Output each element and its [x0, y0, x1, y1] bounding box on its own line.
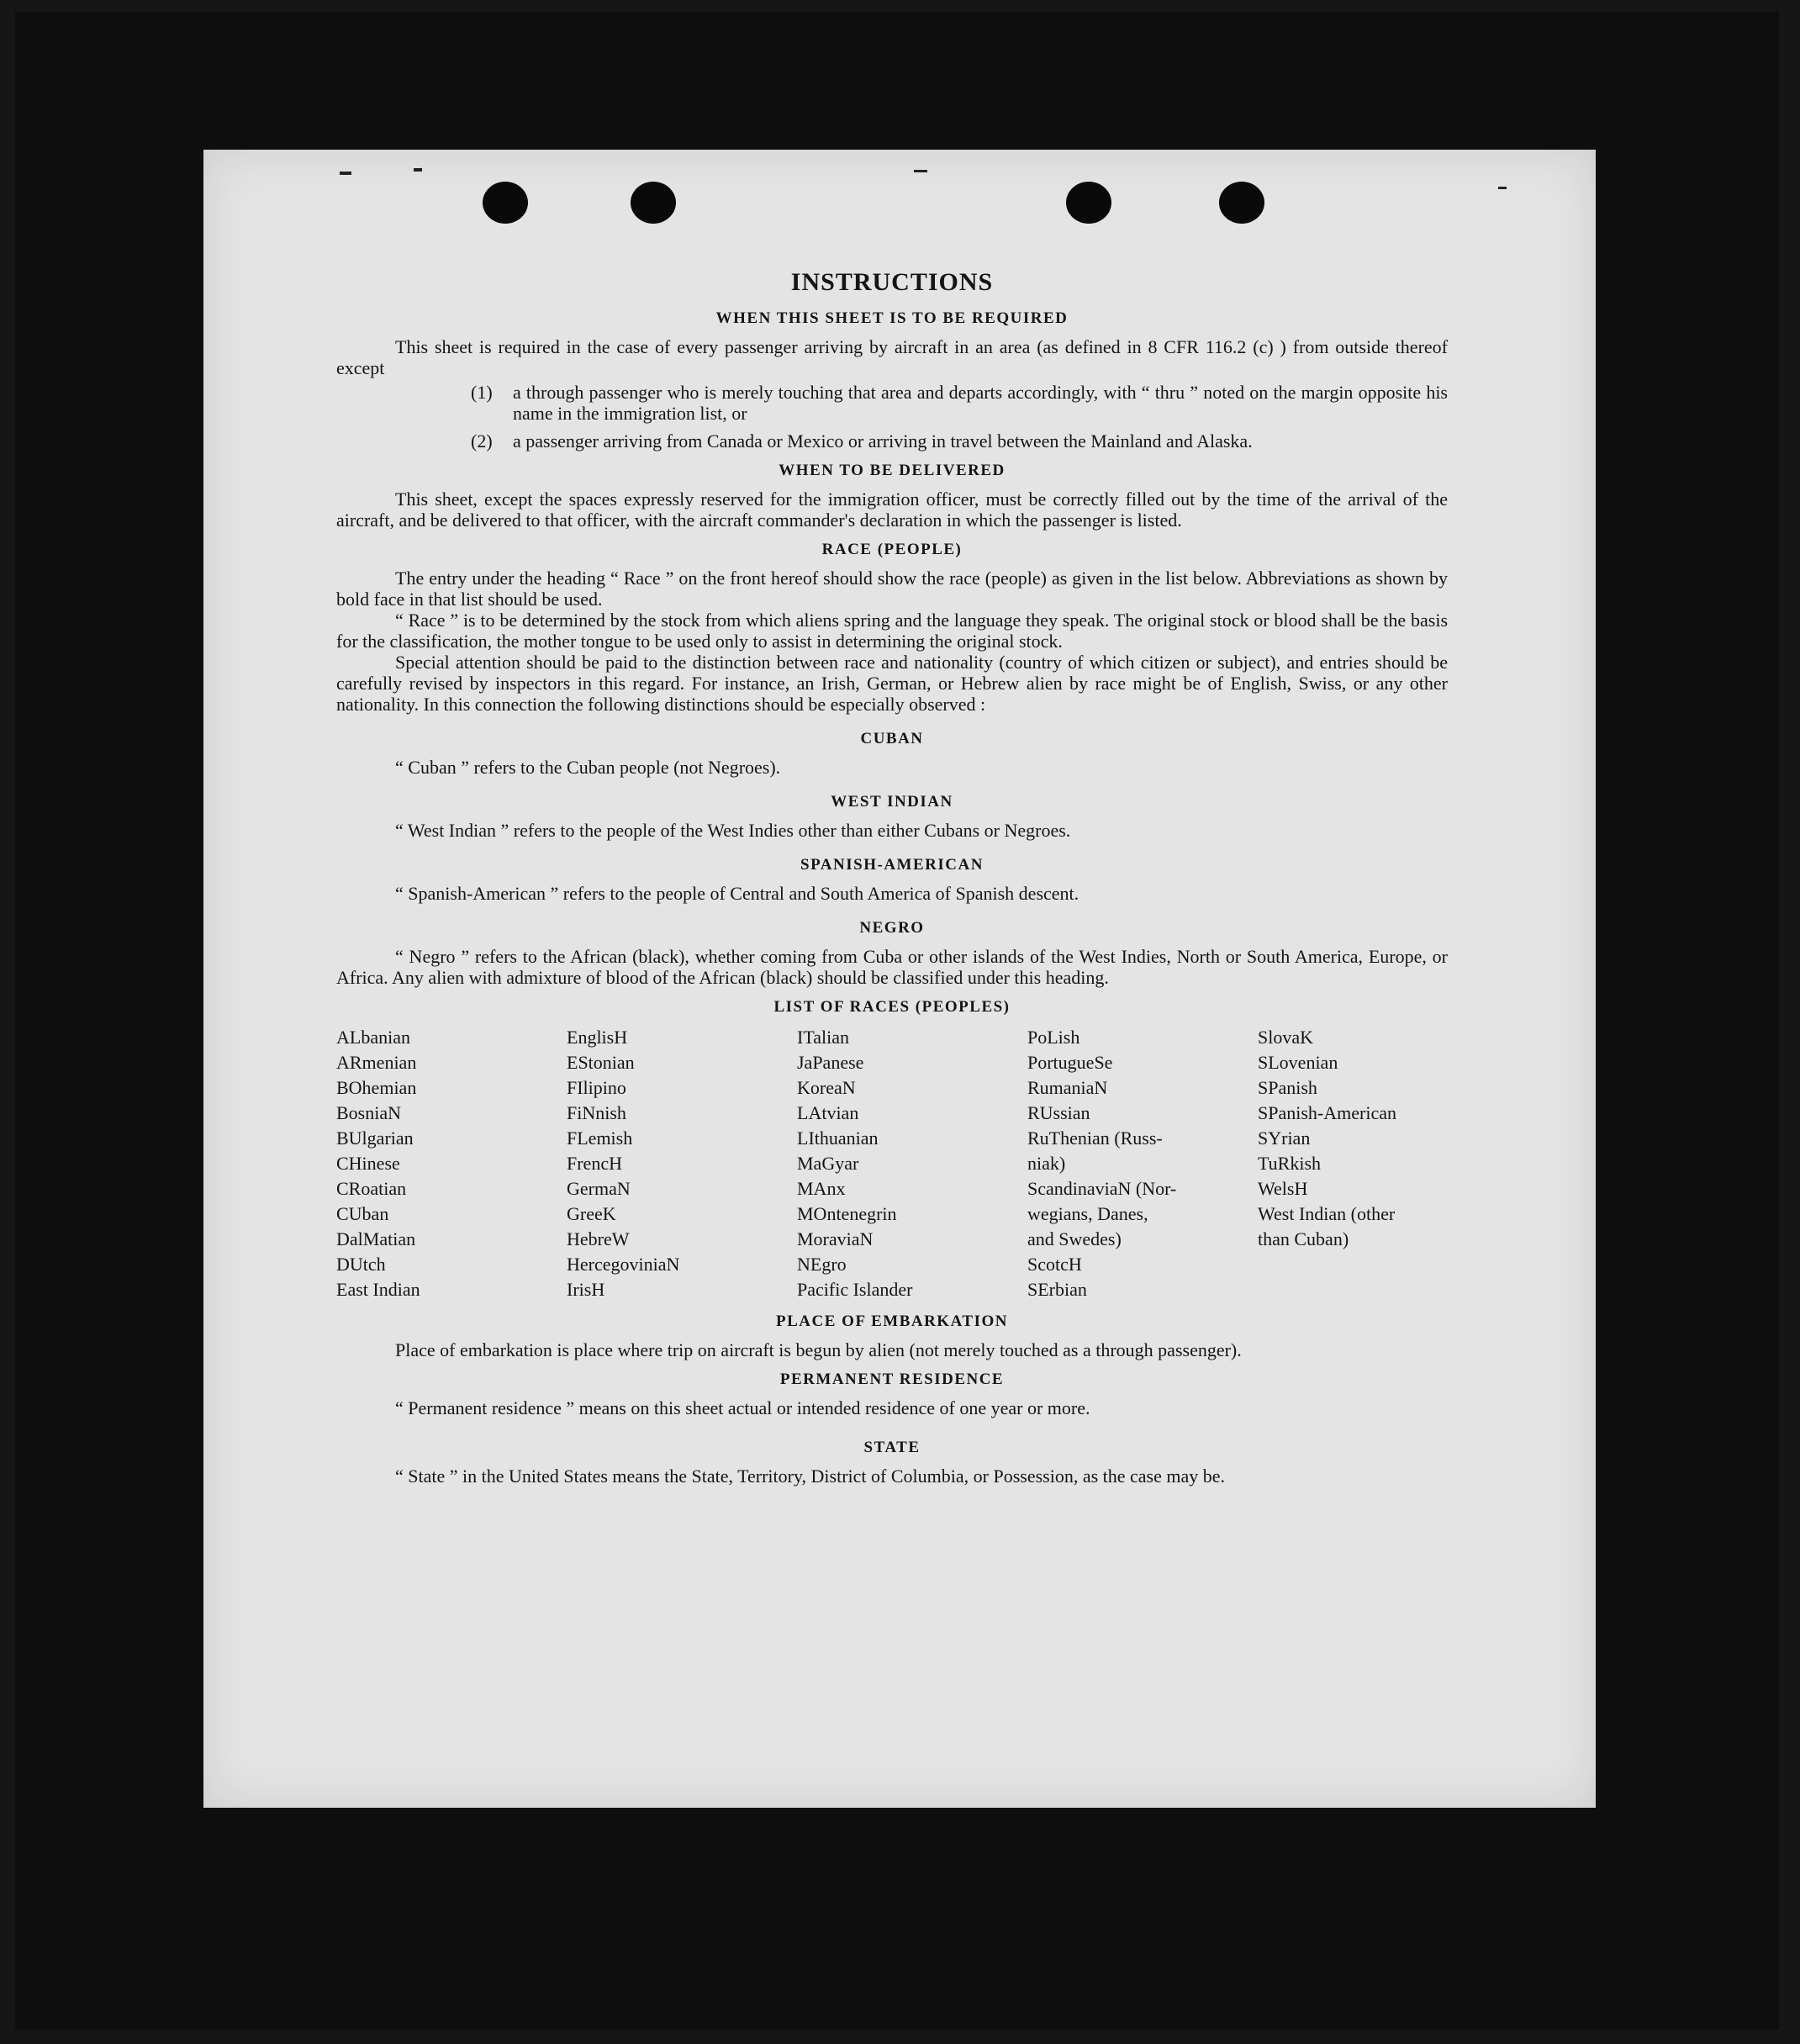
race-item: East Indian [336, 1279, 420, 1300]
race-item: LIthuanian [797, 1128, 879, 1149]
races-column [1258, 1025, 1468, 1302]
exception-number: (2) [471, 430, 493, 452]
section-paragraph: This sheet is required in the case of every passenger arriving by aircraft in an area (as defined in 8 CFR 116.2 (c) ) from outside thereof except [336, 336, 1448, 378]
section-heading-race: RACE (PEOPLE) [821, 541, 963, 558]
race-item: CRoatian [336, 1178, 407, 1199]
race-item: BUlgarian [336, 1128, 414, 1149]
race-item: ALbanian [336, 1027, 410, 1048]
races-column [797, 1025, 1027, 1302]
race-item: IrisH [567, 1279, 605, 1300]
section-paragraph: “ State ” in the United States means the State, Territory, District of Columbia, or Possession, as the case may be. [395, 1466, 1226, 1487]
punch-hole [631, 182, 676, 224]
race-item: HercegoviniaN [567, 1254, 680, 1275]
instructions-content [336, 266, 1448, 1487]
races-column [567, 1025, 797, 1302]
section-paragraph: “ Race ” is to be determined by the stock from which aliens spring and the language they speak. The original stock or blood shall be the basis for the classification, the mother tongue to be used only to assist in determining the original stock. [336, 610, 1448, 652]
race-item: MaGyar [797, 1153, 859, 1174]
exception-number: (1) [471, 382, 493, 403]
page-title: INSTRUCTIONS [790, 268, 994, 296]
race-item: ScandinaviaN (Nor- wegians, Danes, and Swedes) [1027, 1178, 1177, 1249]
races-list [336, 1025, 1448, 1302]
exception-item [336, 382, 1448, 424]
scan-speck [340, 172, 351, 175]
section-paragraph: The entry under the heading “ Race ” on the front hereof should show the race (people) as given in the list below. Abbreviations as shown by bold face in that list should be used. [336, 568, 1448, 610]
race-item: BosniaN [336, 1102, 401, 1123]
race-item: FIlipino [567, 1077, 626, 1098]
race-item: LAtvian [797, 1102, 859, 1123]
races-heading: LIST OF RACES (PEOPLES) [773, 998, 1011, 1016]
race-item: SLovenian [1258, 1052, 1338, 1073]
scan-speck [414, 168, 422, 172]
race-item: RUssian [1027, 1102, 1090, 1123]
section-paragraph: “ Cuban ” refers to the Cuban people (not Negroes). [395, 757, 781, 778]
section-paragraph: This sheet, except the spaces expressly reserved for the immigration officer, must be correctly filled out by the time of the arrival of the aircraft, and be delivered to that officer, with the aircraft commander's declaration in which the passenger is listed. [336, 489, 1448, 531]
races-column [336, 1025, 567, 1302]
scan-speck [914, 170, 927, 172]
section-heading-cuban: CUBAN [860, 730, 924, 747]
section-paragraph: “ Negro ” refers to the African (black), whether coming from Cuba or other islands of the West Indies, North or South America, Europe, or Africa. Any alien with admixture of blood of the African (black) should be classified under this heading. [336, 946, 1448, 988]
section-heading-west-indian: WEST INDIAN [831, 793, 953, 811]
race-item: West Indian (other than Cuban) [1258, 1203, 1396, 1249]
punch-hole [483, 182, 528, 224]
race-item: SErbian [1027, 1279, 1087, 1300]
exception-text: a passenger arriving from Canada or Mexico or arriving in travel between the Mainland and Alaska. [513, 430, 1253, 452]
race-item: CUban [336, 1203, 389, 1224]
exception-text: a through passenger who is merely touching that area and departs accordingly, with “ thru ” noted on the margin opposite his name in the immigration list, or [513, 382, 1448, 424]
race-item: FrencH [567, 1153, 622, 1174]
race-item: RumaniaN [1027, 1077, 1108, 1098]
race-item: WelsH [1258, 1178, 1308, 1199]
race-item: SPanish [1258, 1077, 1317, 1098]
scan-speck [1498, 187, 1507, 189]
race-item: ScotcH [1027, 1254, 1082, 1275]
punch-hole [1066, 182, 1111, 224]
section-heading-required: WHEN THIS SHEET IS TO BE REQUIRED [715, 309, 1069, 327]
section-paragraph: Place of embarkation is place where trip on aircraft is begun by alien (not merely touched as a through passenger). [395, 1339, 1242, 1360]
race-item: DalMatian [336, 1228, 416, 1249]
section-paragraph: “ Spanish-American ” refers to the people of Central and South America of Spanish descent. [395, 883, 1079, 904]
race-item: Pacific Islander [797, 1279, 913, 1300]
race-item: FiNnish [567, 1102, 626, 1123]
race-item: CHinese [336, 1153, 400, 1174]
section-paragraph: Special attention should be paid to the distinction between race and nationality (country of which citizen or subject), and entries should be carefully revised by inspectors in this regard. For instance, an Irish, German, or Hebrew alien by race might be of English, Swiss, or any other nationality. In this connection the following distinctions should be especially observed : [336, 652, 1448, 715]
race-item: KoreaN [797, 1077, 856, 1098]
section-heading-delivered: WHEN TO BE DELIVERED [779, 462, 1006, 479]
race-item: NEgro [797, 1254, 847, 1275]
section-heading-residence: PERMANENT RESIDENCE [779, 1371, 1005, 1388]
race-item: PoLish [1027, 1027, 1080, 1048]
race-item: GermaN [567, 1178, 631, 1199]
exception-item [336, 430, 1448, 452]
race-item: SYrian [1258, 1128, 1311, 1149]
races-column [1027, 1025, 1258, 1302]
race-item: PortugueSe [1027, 1052, 1113, 1073]
race-item: MoraviaN [797, 1228, 874, 1249]
race-item: ARmenian [336, 1052, 417, 1073]
race-item: EStonian [567, 1052, 635, 1073]
section-heading-embarkation: PLACE OF EMBARKATION [776, 1312, 1008, 1330]
race-item: BOhemian [336, 1077, 417, 1098]
race-item: TuRkish [1258, 1153, 1322, 1174]
race-item: SlovaK [1258, 1027, 1313, 1048]
section-paragraph: “ Permanent residence ” means on this sheet actual or intended residence of one year or more. [395, 1397, 1090, 1418]
section-heading-state: STATE [863, 1439, 921, 1456]
race-item: MAnx [797, 1178, 846, 1199]
race-item: JaPanese [797, 1052, 864, 1073]
race-item: DUtch [336, 1254, 386, 1275]
race-item: HebreW [567, 1228, 630, 1249]
punch-hole [1219, 182, 1264, 224]
race-item: MOntenegrin [797, 1203, 897, 1224]
document-sheet [203, 150, 1596, 1808]
race-item: RuThenian (Russ- niak) [1027, 1128, 1163, 1174]
race-item: FLemish [567, 1128, 633, 1149]
section-heading-spanish-american: SPANISH-AMERICAN [800, 856, 984, 874]
race-item: ITalian [797, 1027, 849, 1048]
race-item: SPanish-American [1258, 1102, 1396, 1123]
section-heading-negro: NEGRO [859, 919, 925, 937]
race-item: GreeK [567, 1203, 616, 1224]
race-item: EnglisH [567, 1027, 628, 1048]
section-paragraph: “ West Indian ” refers to the people of the West Indies other than either Cubans or Negroes. [395, 820, 1071, 841]
